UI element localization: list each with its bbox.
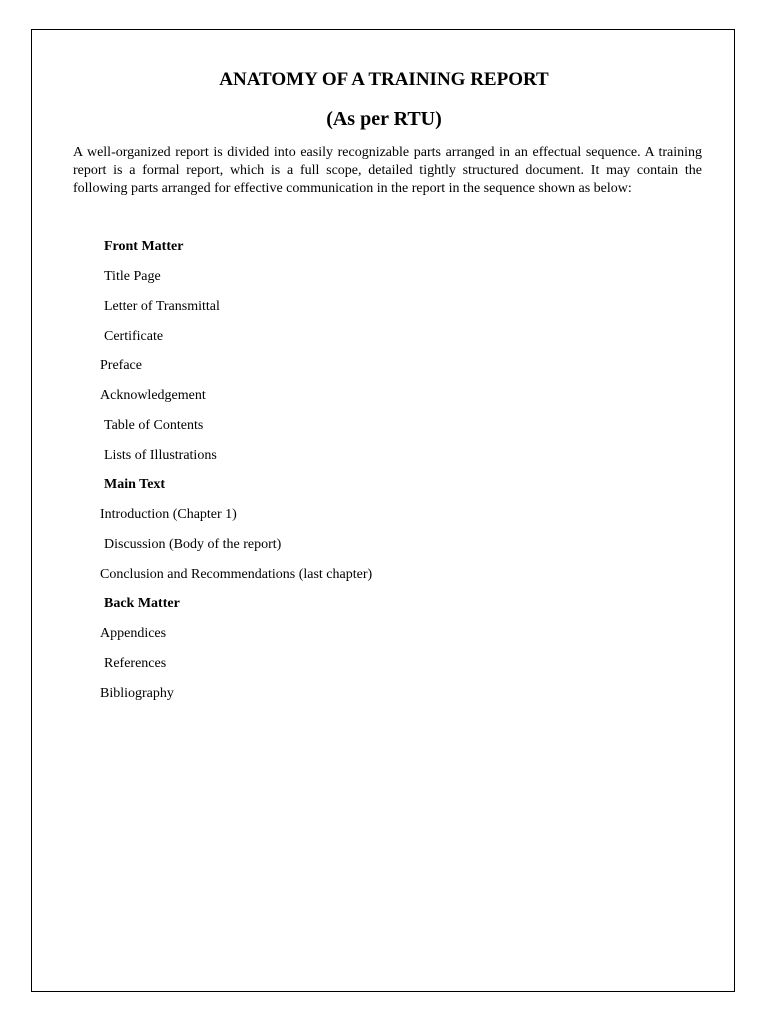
list-item-acknowledgement: Acknowledgement bbox=[100, 388, 206, 403]
list-item-preface: Preface bbox=[100, 358, 142, 373]
list-item-discussion: Discussion (Body of the report) bbox=[104, 537, 282, 552]
list-item-conclusion: Conclusion and Recommendations (last chapter) bbox=[100, 567, 373, 582]
list-item-bibliography: Bibliography bbox=[100, 686, 174, 701]
list-item-introduction: Introduction (Chapter 1) bbox=[100, 507, 237, 522]
document-subtitle: (As per RTU) bbox=[326, 108, 442, 130]
section-heading-back-matter: Back Matter bbox=[104, 596, 180, 611]
list-item-appendices: Appendices bbox=[100, 626, 167, 641]
list-item-certificate: Certificate bbox=[104, 329, 164, 344]
list-item-letter-of-transmittal: Letter of Transmittal bbox=[104, 299, 220, 314]
document-title: ANATOMY OF A TRAINING REPORT bbox=[219, 69, 549, 90]
list-item-title-page: Title Page bbox=[104, 269, 161, 284]
intro-paragraph: A well-organized report is divided into easily recognizable parts arranged in an effectual sequence. A training report is a formal report, which is a full scope, detailed tightly structured document. It may contain the following parts arranged for effective communication in the report in the sequence shown as below: bbox=[73, 145, 702, 196]
section-heading-main-text: Main Text bbox=[104, 477, 166, 492]
list-item-references: References bbox=[104, 656, 167, 671]
list-item-lists-of-illustrations: Lists of Illustrations bbox=[104, 448, 217, 463]
section-heading-front-matter: Front Matter bbox=[104, 239, 184, 254]
list-item-table-of-contents: Table of Contents bbox=[104, 418, 204, 433]
